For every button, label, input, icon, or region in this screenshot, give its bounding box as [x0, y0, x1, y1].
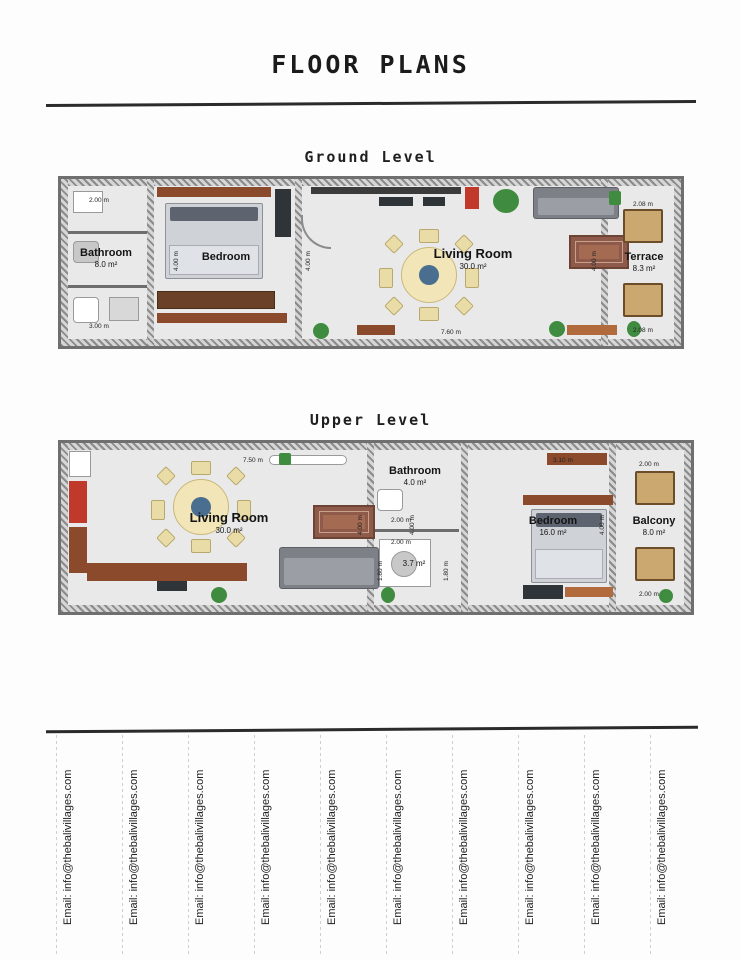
dimension: 2.08 m	[633, 327, 653, 334]
fixture-tub	[109, 297, 139, 321]
terrace-chair	[623, 283, 663, 317]
dimension: 4.00 m	[357, 515, 364, 535]
footer-watermarks	[0, 735, 741, 960]
room-label-living-room: Living Room 30.0 m²	[189, 510, 269, 535]
watermark-guide-line	[386, 735, 387, 957]
watermark-guide-line	[320, 735, 321, 957]
room-label-bathroom: Bathroom 4.0 m²	[389, 465, 441, 487]
watermark-text: Email: info@thebalivillages.com	[62, 769, 74, 925]
sofa-seat	[538, 198, 614, 215]
bed-pillow	[170, 207, 258, 221]
balcony-chair	[635, 547, 675, 581]
sofa-seat	[284, 558, 374, 585]
bed-headboard	[523, 495, 613, 505]
watermark-text: Email: info@thebalivillages.com	[326, 769, 338, 925]
dimension: 4.00 m	[305, 251, 312, 271]
bath-divider-2	[68, 285, 147, 288]
room-label-balcony: Balcony 8.0 m²	[632, 515, 676, 537]
kitchen-counter	[87, 563, 247, 581]
plant-icon	[493, 189, 519, 213]
rug	[313, 505, 375, 539]
room-label-terrace: Terrace 8.3 m²	[624, 251, 664, 273]
bed-headboard	[157, 187, 271, 197]
room-label-bedroom: Bedroom 16.0 m²	[528, 515, 578, 537]
watermark-text: Email: info@thebalivillages.com	[458, 769, 470, 925]
kitchen-appliance-2	[423, 197, 445, 206]
watermark-text: Email: info@thebalivillages.com	[194, 769, 206, 925]
page-title: FLOOR PLANS	[271, 50, 470, 79]
plant-icon	[279, 453, 291, 465]
plant-icon	[313, 323, 329, 339]
fixture-toilet	[73, 297, 99, 323]
room-label-bathroom: Bathroom 8.0 m²	[80, 247, 132, 269]
watermark-guide-line	[518, 735, 519, 957]
wall-bath-bedroom	[147, 179, 154, 346]
bedroom-bench	[157, 313, 287, 323]
header-rule	[46, 100, 696, 107]
dimension: 2.00 m	[391, 517, 411, 524]
wall-top	[61, 443, 691, 450]
dining-chair	[191, 461, 211, 475]
bath-divider	[68, 231, 147, 234]
dimension: 4.00 m	[599, 515, 606, 535]
watermark-guide-line	[254, 735, 255, 957]
watermark-text: Email: info@thebalivillages.com	[524, 769, 536, 925]
dimension: 7.50 m	[243, 457, 263, 464]
footer-rule	[46, 726, 698, 734]
dimension: 2.00 m	[639, 461, 659, 468]
watermark-text: Email: info@thebalivillages.com	[392, 769, 404, 925]
plant-icon	[609, 191, 621, 205]
wood-panel	[69, 527, 87, 573]
watermark-guide-line	[452, 735, 453, 957]
sofa	[279, 547, 379, 589]
plant-icon	[659, 589, 673, 603]
dimension: 3.10 m	[553, 457, 573, 464]
kitchen-appliance	[379, 197, 413, 206]
watermark-text: Email: info@thebalivillages.com	[260, 769, 272, 925]
dining-chair	[226, 466, 246, 486]
watermark-guide-line	[584, 735, 585, 957]
sofa	[533, 187, 619, 219]
watermark-text: Email: info@thebalivillages.com	[590, 769, 602, 925]
bedroom-dresser	[523, 585, 563, 599]
dining-chair	[384, 296, 404, 316]
red-cabinet	[69, 481, 87, 523]
plant-icon	[381, 587, 395, 603]
dimension: 1.80 m	[377, 561, 384, 581]
dining-chair	[151, 500, 165, 520]
dimension: 2.00 m	[639, 591, 659, 598]
bedroom-bench	[565, 587, 613, 597]
dining-chair	[419, 307, 439, 321]
door-swing	[301, 215, 331, 249]
watermark-text: Email: info@thebalivillages.com	[128, 769, 140, 925]
watermark-guide-line	[122, 735, 123, 957]
ground-floor-plan	[58, 176, 684, 349]
wall-top	[61, 179, 681, 186]
window	[69, 451, 91, 477]
plant-icon	[211, 587, 227, 603]
upper-level-label: Upper Level	[309, 411, 432, 429]
room-label-service: 3.7 m²	[402, 559, 426, 568]
living-bench	[357, 325, 395, 335]
dimension: 7.60 m	[441, 329, 461, 336]
wall-left	[61, 443, 68, 612]
kitchen-appliance	[157, 581, 187, 591]
ground-level-label: Ground Level	[304, 148, 437, 166]
fixture-sink	[377, 489, 403, 511]
watermark-guide-line	[56, 735, 57, 957]
dimension: 1.80 m	[443, 561, 450, 581]
dimension: 4.00 m	[591, 251, 598, 271]
room-label-living-room: Living Room 30.0 m²	[433, 246, 513, 271]
watermark-text: Email: info@thebalivillages.com	[656, 769, 668, 925]
balcony-chair	[635, 471, 675, 505]
dining-chair	[419, 229, 439, 243]
dimension: 2.08 m	[633, 201, 653, 208]
red-appliance	[465, 187, 479, 209]
wall-bath-bedroom	[461, 443, 468, 612]
bedroom-wardrobe	[275, 189, 291, 237]
dining-chair	[191, 539, 211, 553]
dimension: 3.00 m	[89, 323, 109, 330]
dining-chair	[379, 268, 393, 288]
dining-chair	[156, 466, 176, 486]
bed-quilt	[535, 549, 603, 579]
watermark-guide-line	[650, 735, 651, 957]
dining-chair	[384, 234, 404, 254]
terrace-chair	[623, 209, 663, 243]
plant-icon	[549, 321, 565, 337]
kitchen-counter	[311, 187, 461, 194]
wall-bottom	[61, 605, 691, 612]
wall-bedroom-living	[295, 179, 302, 346]
dining-chair	[454, 296, 474, 316]
bedroom-dresser	[157, 291, 275, 309]
room-label-bedroom: Bedroom	[201, 251, 251, 263]
dimension: 2.00 m	[391, 539, 411, 546]
living-bench-2	[567, 325, 617, 335]
dimension: 4.00 m	[173, 251, 180, 271]
wall-bottom	[61, 339, 681, 346]
watermark-guide-line	[188, 735, 189, 957]
upper-floor-plan	[58, 440, 694, 615]
dimension: 2.00 m	[89, 197, 109, 204]
dimension: 4.00 m	[409, 515, 416, 535]
